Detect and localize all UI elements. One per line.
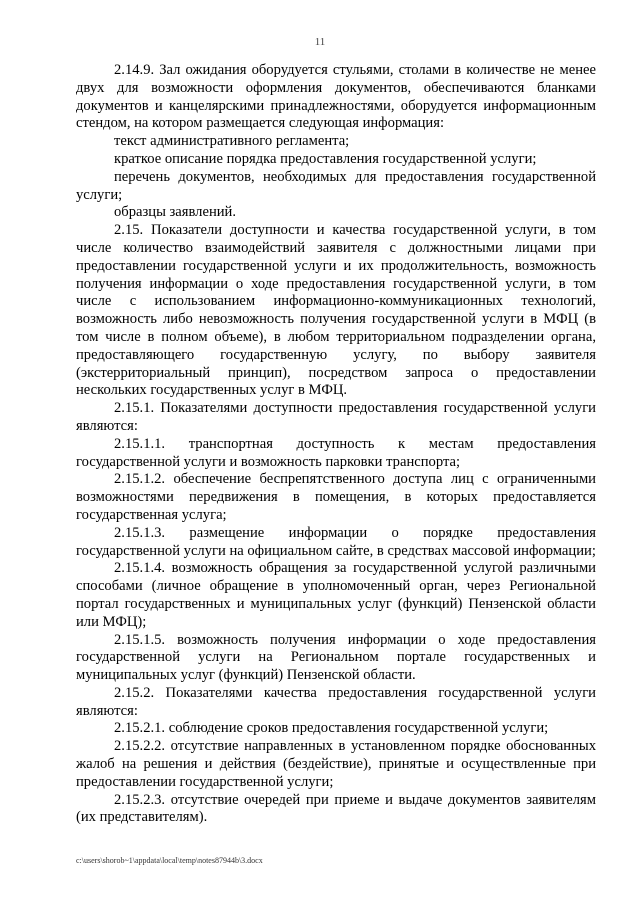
paragraph-2-15-2: 2.15.2. Показателями качества предоставления государственной услуги являются:	[76, 684, 596, 719]
paragraph-2-15-1-5: 2.15.1.5. возможность получения информации о ходе предоставления государственной услуги на Региональном портале государственных и муниципальных услуг (функций) Пензенской области.	[76, 631, 596, 684]
paragraph-2-15-1-4: 2.15.1.4. возможность обращения за государственной услугой различными способами (личное обращение в уполномоченный орган, через Региональной портал государственных и муниципальных услуг (функций) Пензенской области или МФЦ);	[76, 560, 596, 630]
list-item-reglament-text: текст административного регламента;	[114, 133, 350, 150]
paragraph-2-15-1: 2.15.1. Показателями доступности предоставления государственной услуги являются:	[76, 400, 596, 434]
list-item-documents-list: перечень документов, необходимых для предоставления государственной услуги;	[76, 168, 596, 203]
paragraph-2-15: 2.15. Показатели доступности и качества государственной услуги, в том числе количество взаимодействий заявителя с должностными лицами при предоставлении государственной услуги и их продолжительность, возможность получения информации о ходе предоставления государственной услуги, в том числе с использованием информационно-коммуникационных технологий, возможность либо невозможность получения государственной услуги в МФЦ (в том числе в полном объеме), в любом территориальном подразделении органа, предоставляющего государственную услугу, по выбору заявителя (экстерриториальный принцип), посредством запроса о предоставлении нескольких государственных услуг в МФЦ.	[76, 222, 596, 399]
paragraph-2-15-1-3: 2.15.1.3. размещение информации о порядке предоставления государственной услуги на официальном сайте, в средствах массовой информации;	[76, 524, 596, 559]
paragraph-2-15-1-1: 2.15.1.1. транспортная доступность к местам предоставления государственной услуги и возможность парковки транспорта;	[76, 435, 596, 470]
paragraph-2-15-1-2: 2.15.1.2. обеспечение беспрепятственного доступа лиц с ограниченными возможностями передвижения в помещения, в которых предоставляется государственная услуга;	[76, 471, 596, 523]
document-body	[76, 62, 596, 827]
paragraph-2-14-9: 2.14.9. Зал ожидания оборудуется стульями, столами в количестве не менее двух для возможности оформления документов, обеспечиваются бланками документов и канцелярскими принадлежностями, оборудуется информационным стендом, на котором размещается следующая информация:	[76, 62, 596, 132]
paragraph-2-15-2-1: 2.15.2.1. соблюдение сроков предоставления государственной услуги;	[114, 720, 549, 737]
page-number: 11	[314, 36, 326, 48]
list-item-application-samples: образцы заявлений.	[114, 204, 237, 221]
paragraph-2-15-2-2: 2.15.2.2. отсутствие направленных в установленном порядке обоснованных жалоб на решения и действия (бездействие), принятые и осуществленные при предоставлении государственной услуги;	[76, 738, 596, 790]
list-item-short-description: краткое описание порядка предоставления государственной услуги;	[114, 150, 537, 167]
footer-file-path: c:\users\shorob~1\appdata\local\temp\notes87944b\3.docx	[76, 856, 263, 865]
paragraph-2-15-2-3: 2.15.2.3. отсутствие очередей при приеме и выдаче документов заявителям (их представителям).	[76, 791, 596, 826]
